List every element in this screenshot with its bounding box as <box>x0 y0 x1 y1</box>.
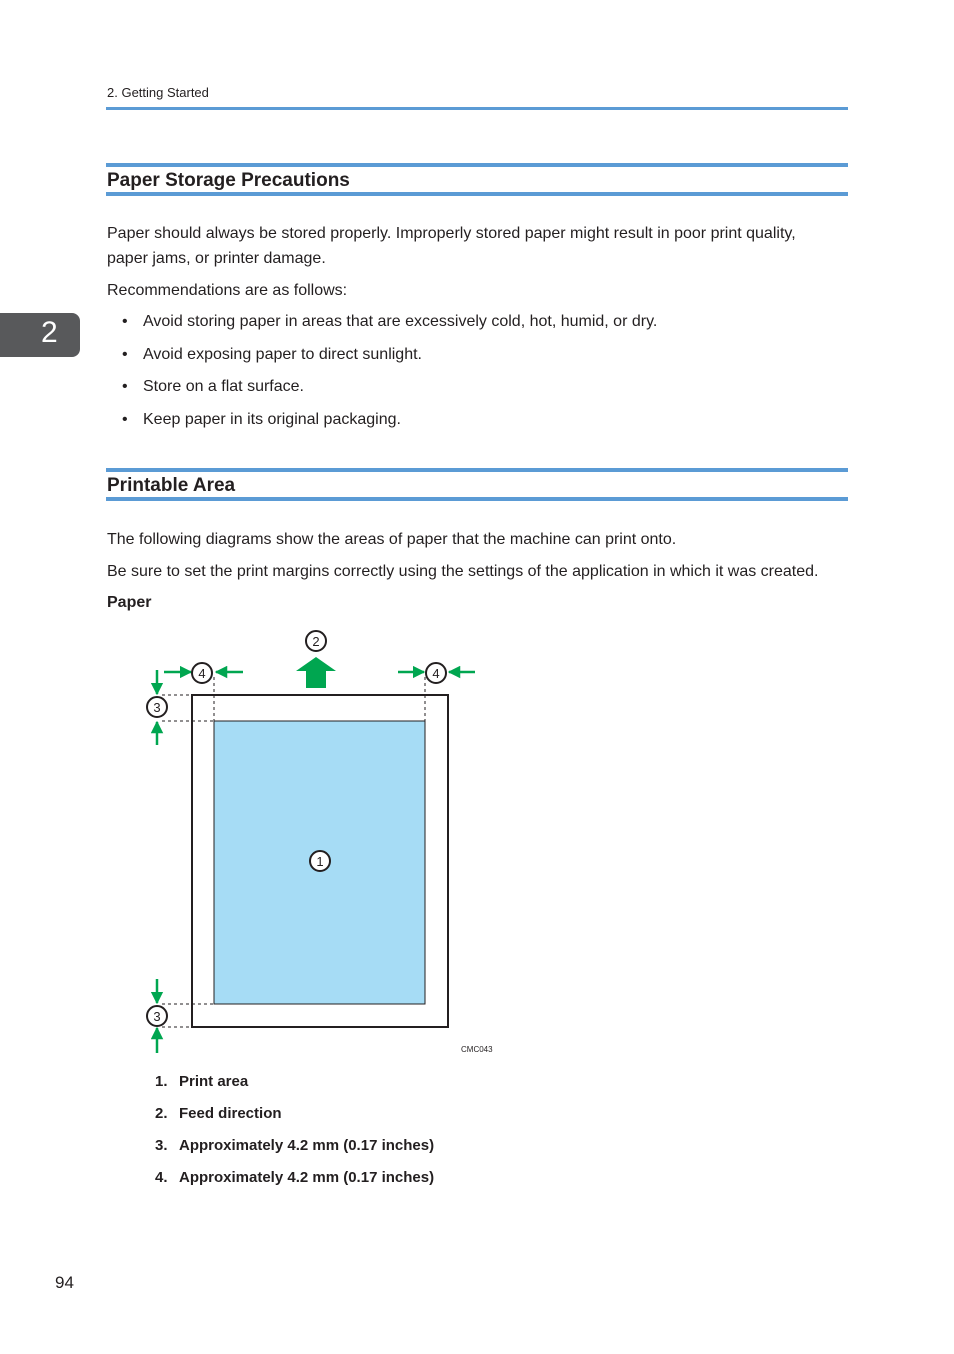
page-number: 94 <box>55 1273 74 1292</box>
callout-2 <box>306 631 326 651</box>
section-heading: Printable Area <box>107 475 236 496</box>
callout-4-right <box>426 663 446 683</box>
running-head: 2. Getting Started <box>107 85 209 100</box>
legend-text: Approximately 4.2 mm (0.17 inches) <box>179 1137 435 1154</box>
paragraph: The following diagrams show the areas of paper that the machine can print onto. <box>107 531 677 548</box>
callout-number: 1 <box>316 854 324 869</box>
list-item: • Keep paper in its original packaging. <box>120 409 657 442</box>
diagram-legend <box>155 1071 434 1199</box>
section-title-paper-storage <box>106 163 848 196</box>
callout-number: 3 <box>153 1009 161 1024</box>
callout-number: 2 <box>312 634 320 649</box>
callout-number: 4 <box>198 666 206 681</box>
section-title-printable-area <box>106 468 848 501</box>
list-item: • Avoid exposing paper to direct sunlight. <box>120 344 657 377</box>
feed-direction-arrow <box>296 657 336 688</box>
callout-1 <box>310 851 330 871</box>
legend-number: 4. <box>155 1169 168 1186</box>
chapter-tab <box>0 313 80 357</box>
callout-number: 4 <box>432 666 440 681</box>
legend-item <box>155 1135 434 1167</box>
diagram-code: CMC043 <box>461 1045 493 1054</box>
legend-number: 2. <box>155 1105 168 1122</box>
legend-text: Approximately 4.2 mm (0.17 inches) <box>179 1169 435 1186</box>
callout-number: 3 <box>153 700 161 715</box>
legend-text: Feed direction <box>179 1105 282 1122</box>
legend-item <box>155 1103 434 1135</box>
subheading-paper: Paper <box>107 594 152 611</box>
legend-item <box>155 1071 434 1103</box>
bullet-list <box>120 311 657 441</box>
list-item: • Store on a flat surface. <box>120 376 657 409</box>
paragraph: Be sure to set the print margins correctly using the settings of the application in which it was created. <box>107 563 819 580</box>
paragraph: Paper should always be stored properly. Improperly stored paper might result in poor print quality, paper jams, or printer damage. <box>107 225 796 267</box>
legend-number: 1. <box>155 1073 168 1090</box>
legend-item <box>155 1167 434 1199</box>
legend-number: 3. <box>155 1137 168 1154</box>
callout-3-bottom <box>147 1006 167 1026</box>
paragraph: Recommendations are as follows: <box>107 282 348 299</box>
list-item: • Avoid storing paper in areas that are excessively cold, hot, humid, or dry. <box>120 311 657 344</box>
header-rule <box>106 107 848 110</box>
printable-area-diagram <box>140 625 500 1060</box>
legend-text: Print area <box>179 1073 249 1090</box>
section-heading: Paper Storage Precautions <box>107 170 350 191</box>
callout-3-top <box>147 697 167 717</box>
callout-4-left <box>192 663 212 683</box>
chapter-number: 2 <box>41 316 58 349</box>
